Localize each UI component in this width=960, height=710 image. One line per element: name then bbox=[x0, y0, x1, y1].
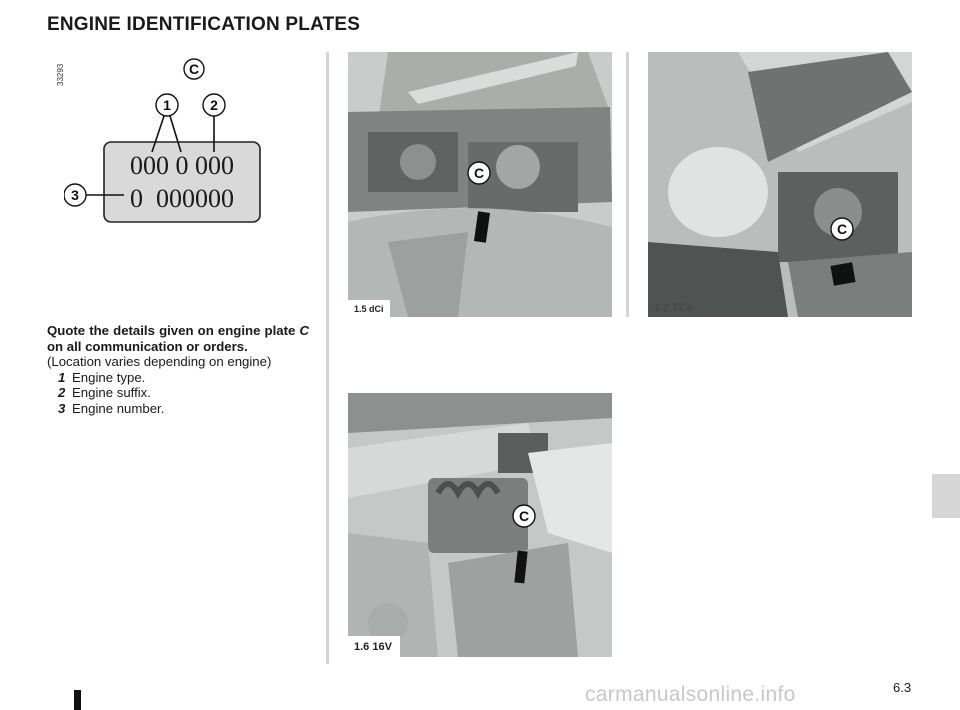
legend-list bbox=[47, 370, 309, 417]
callout-3-label: 3 bbox=[71, 187, 79, 203]
callout-c-label: C bbox=[188, 61, 200, 77]
column-divider bbox=[326, 52, 329, 664]
engine-label: 1.6 16V bbox=[348, 636, 400, 657]
chapter-thumb-tab bbox=[932, 474, 960, 518]
page-title: ENGINE IDENTIFICATION PLATES bbox=[47, 14, 361, 35]
legend-item: 2 Engine suffix. bbox=[58, 385, 151, 400]
watermark: carmanualsonline.info bbox=[585, 683, 796, 706]
location-note: (Location varies depending on engine) bbox=[47, 354, 272, 369]
legend-item: 3 Engine number. bbox=[58, 400, 165, 416]
svg-text:C: C bbox=[836, 221, 848, 237]
column-divider bbox=[626, 52, 629, 317]
engine-photo-1-2-tce bbox=[648, 52, 912, 317]
figure-code-plate: 33293 bbox=[56, 63, 65, 86]
page-number: 6.3 bbox=[893, 680, 912, 695]
instruction-text: Quote the details given on engine plate C on all communication or orders. bbox=[47, 323, 309, 354]
plate-line-2: 0 000000 bbox=[130, 184, 234, 213]
svg-text:C: C bbox=[473, 165, 485, 181]
engine-label: 1.2 TCe bbox=[654, 302, 693, 314]
legend-item: 1 Engine type. bbox=[58, 369, 146, 385]
plate-line-1: 000 0 000 bbox=[130, 151, 234, 180]
svg-text:C: C bbox=[518, 508, 530, 524]
engine-photo-1-5-dci bbox=[348, 52, 612, 317]
engine-photo-illustration bbox=[348, 393, 612, 657]
engine-photo-1-6-16v bbox=[348, 393, 612, 657]
corner-mark bbox=[74, 690, 81, 710]
engine-label: 1.5 dCi bbox=[348, 300, 390, 317]
callout-c-marker bbox=[466, 160, 492, 186]
callout-c-marker bbox=[829, 216, 855, 242]
callout-2-label: 2 bbox=[210, 97, 218, 113]
body-text bbox=[47, 323, 309, 416]
engine-photo-illustration bbox=[648, 52, 912, 317]
engine-plate-diagram bbox=[64, 52, 269, 232]
callout-c-marker bbox=[511, 503, 537, 529]
callout-1-label: 1 bbox=[163, 97, 171, 113]
